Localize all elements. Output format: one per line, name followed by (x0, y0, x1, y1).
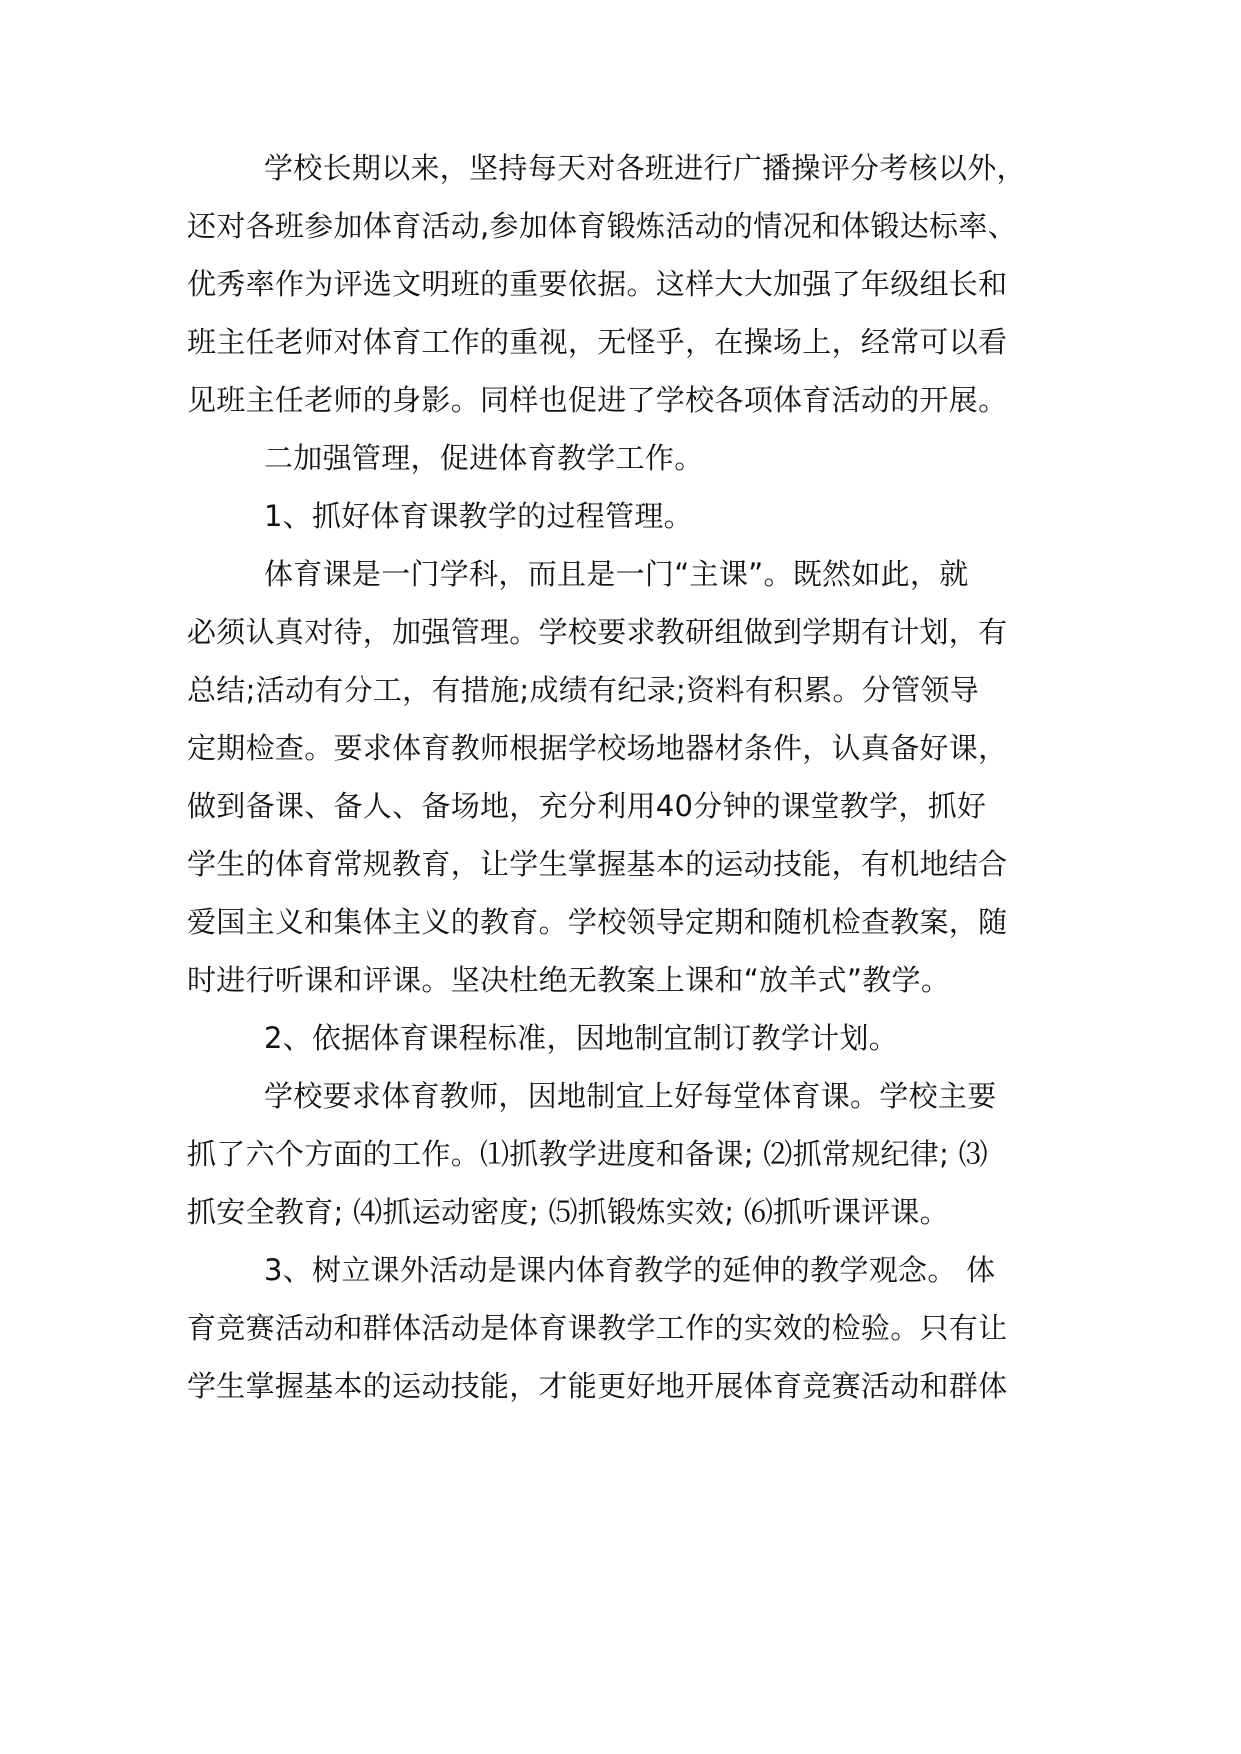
paragraph-line: 班主任老师对体育工作的重视，无怪乎，在操场上，经常可以看 (187, 325, 1008, 359)
subsection-heading: 1、抓好体育课教学的过程管理。 (264, 499, 693, 533)
paragraph-line: 学校要求体育教师，因地制宜上好每堂体育课。学校主要 (264, 1079, 997, 1113)
paragraph-line: 抓了六个方面的工作。⑴抓教学进度和备课; ⑵抓常规纪律; ⑶ (187, 1137, 988, 1171)
paragraph-line: 学生的体育常规教育，让学生掌握基本的运动技能，有机地结合 (187, 847, 1008, 881)
section-heading: 二加强管理，促进体育教学工作。 (264, 441, 704, 475)
subsection-heading: 2、依据体育课程标准，因地制宜制订教学计划。 (264, 1021, 899, 1055)
paragraph-line: 做到备课、备人、备场地，充分利用40分钟的课堂教学，抓好 (187, 789, 987, 823)
paragraph-line: 必须认真对待，加强管理。学校要求教研组做到学期有计划，有 (187, 615, 1008, 649)
paragraph-line: 体育课是一门学科，而且是一门“主课”。既然如此，就 (264, 557, 969, 591)
paragraph-line: 还对各班参加体育活动,参加体育锻炼活动的情况和体锻达标率、 (187, 209, 1017, 243)
paragraph-line: 总结;活动有分工，有措施;成绩有纪录;资料有积累。分管领导 (187, 673, 980, 707)
paragraph-line: 育竞赛活动和群体活动是体育课教学工作的实效的检验。只有让 (187, 1311, 1008, 1345)
paragraph-line: 抓安全教育; ⑷抓运动密度; ⑸抓锻炼实效; ⑹抓听课评课。 (187, 1195, 949, 1229)
paragraph-line: 学生掌握基本的运动技能，才能更好地开展体育竞赛活动和群体 (187, 1369, 1008, 1403)
paragraph-line: 优秀率作为评选文明班的重要依据。这样大大加强了年级组长和 (187, 267, 1008, 301)
paragraph-line: 见班主任老师的身影。同样也促进了学校各项体育活动的开展。 (187, 383, 1008, 417)
paragraph-line: 时进行听课和评课。坚决杜绝无教案上课和“放羊式”教学。 (187, 963, 951, 997)
paragraph-line: 定期检查。要求体育教师根据学校场地器材条件，认真备好课， (187, 731, 1008, 765)
subsection-heading: 3、树立课外活动是课内体育教学的延伸的教学观念。 体 (264, 1253, 996, 1287)
paragraph-line: 学校长期以来，坚持每天对各班进行广播操评分考核以外， (264, 151, 1026, 185)
paragraph-line: 爱国主义和集体主义的教育。学校领导定期和随机检查教案，随 (187, 905, 1008, 939)
